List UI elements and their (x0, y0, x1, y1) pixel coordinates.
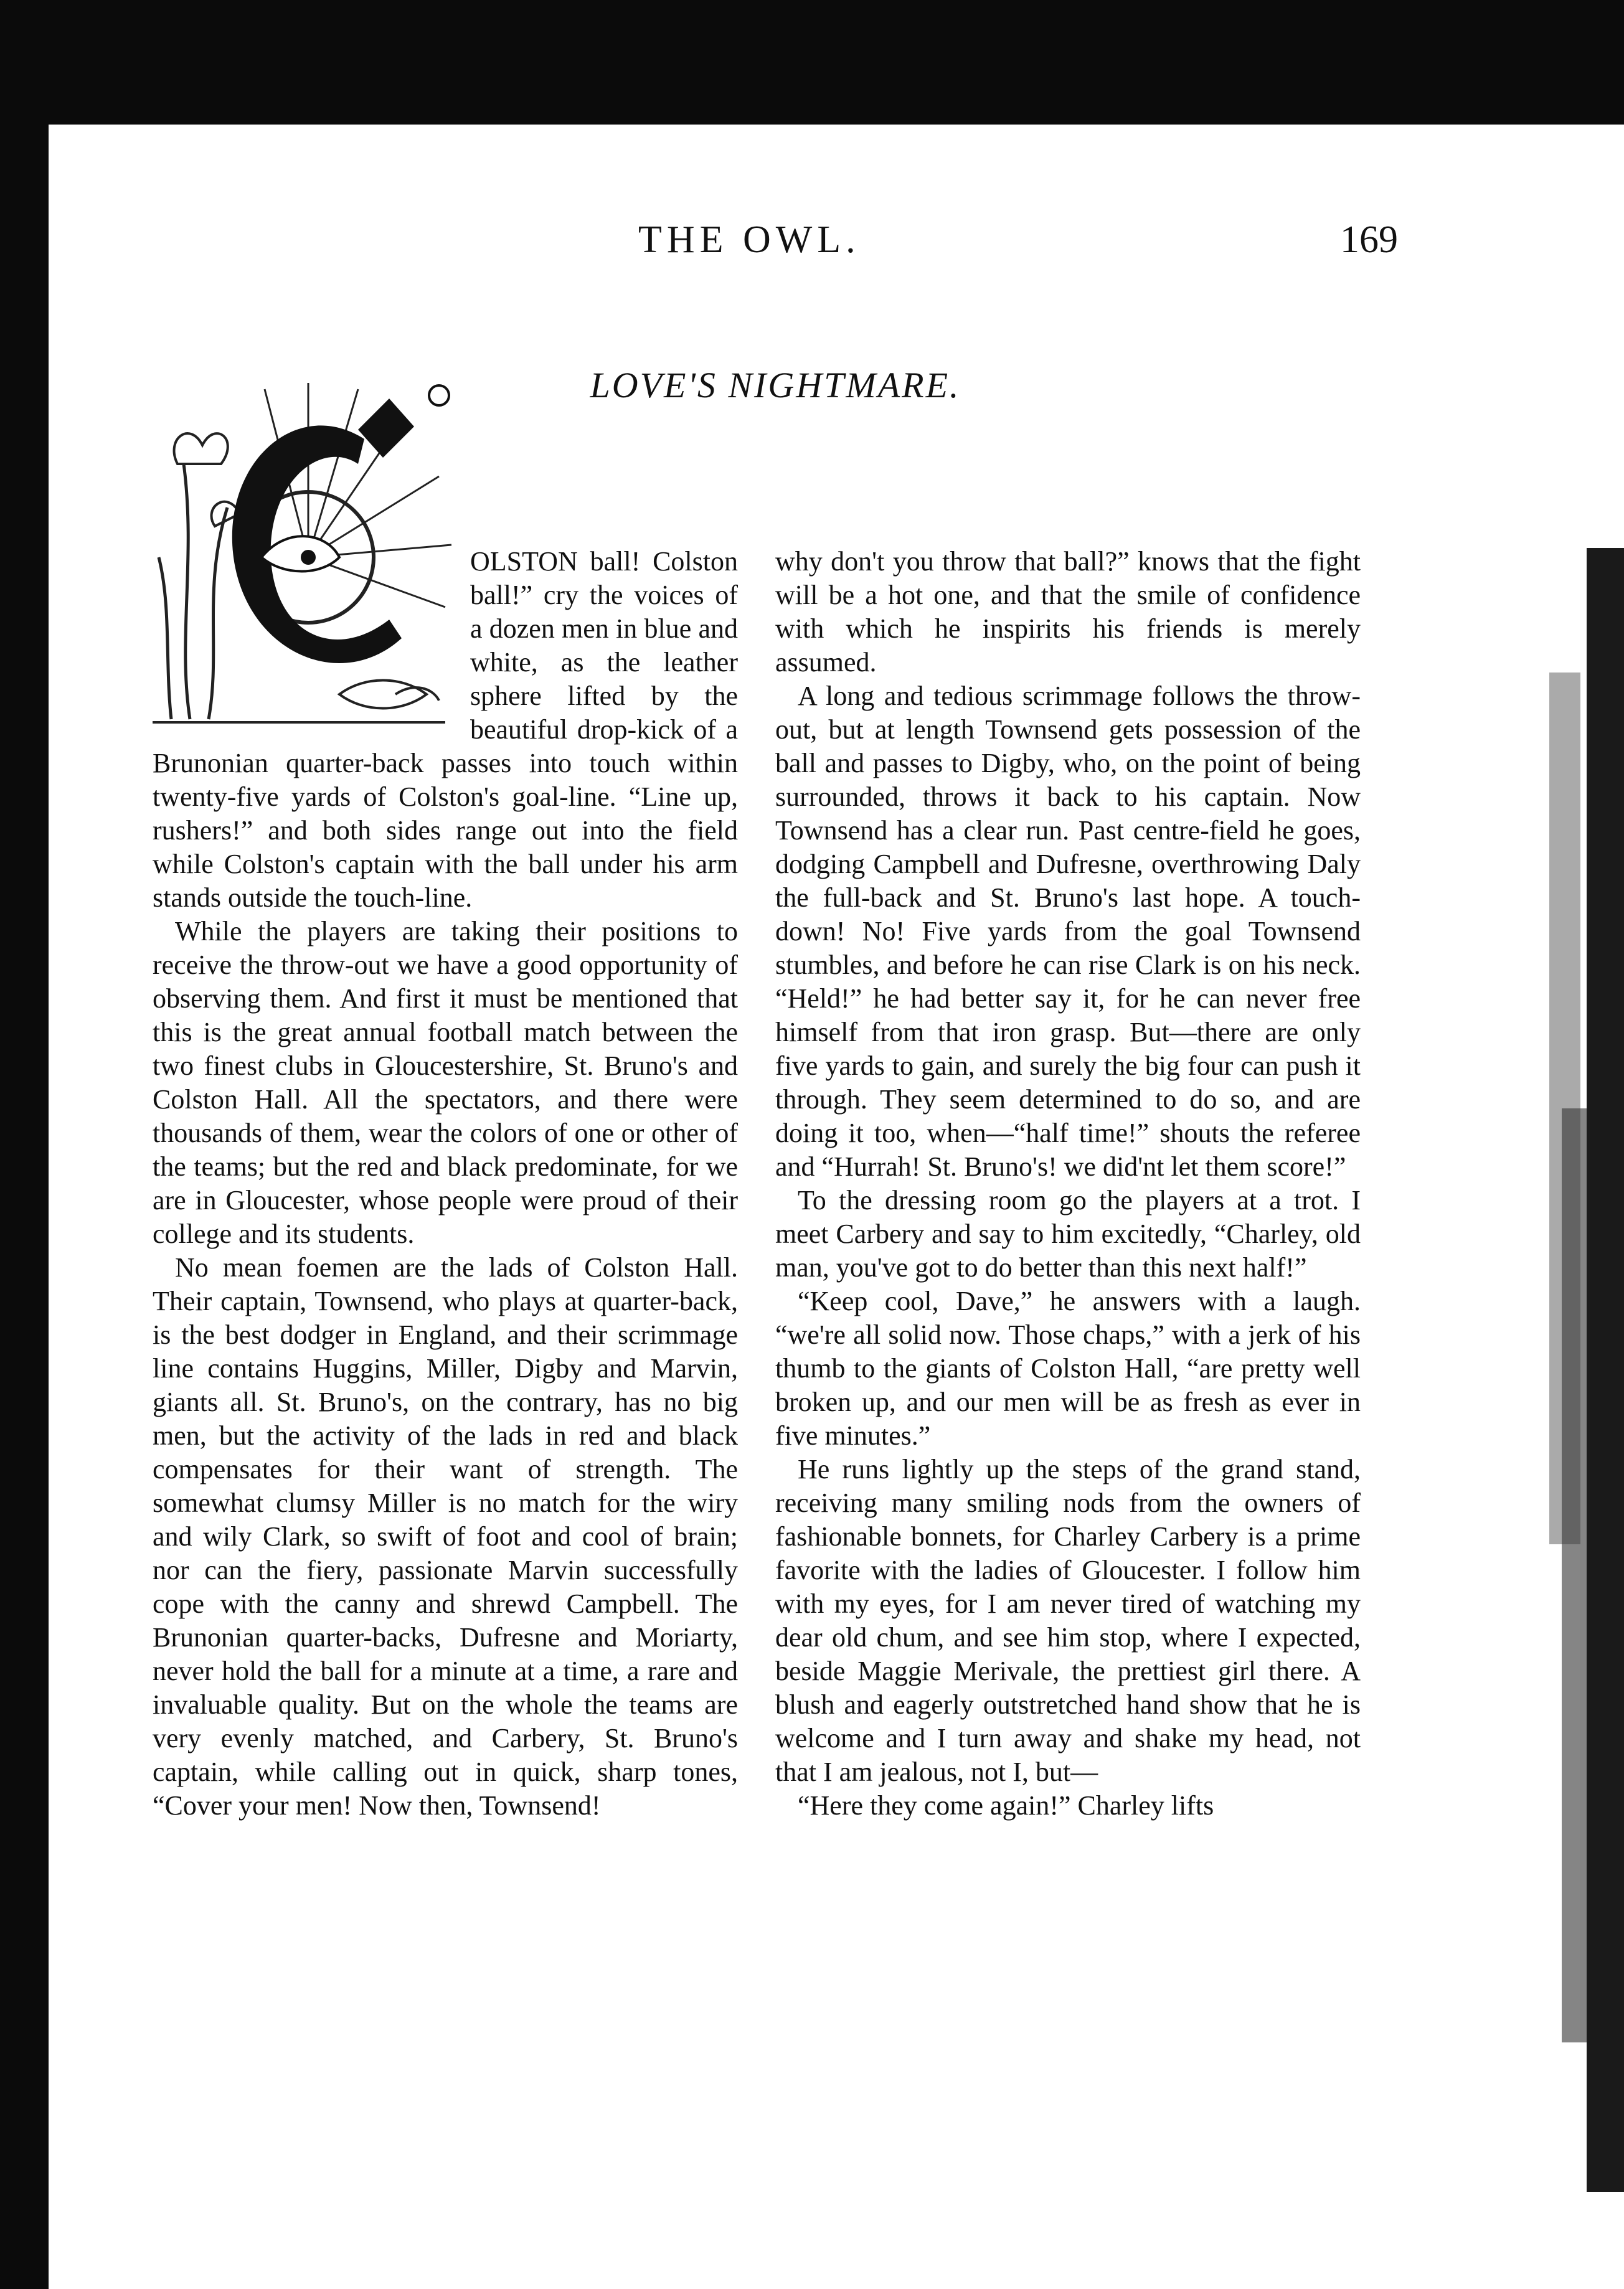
scan-border-top (0, 0, 1624, 125)
decorated-initial-art (153, 370, 458, 732)
decorated-initial (153, 370, 458, 732)
page-header (153, 218, 1398, 268)
paragraph: “Keep cool, Dave,” he answers with a laugh. “we're all solid now. Those chaps,” with a jerk of his thumb to the giants of Colston Hall, “are pretty well broken up, and our men will be as fresh as ever in five minutes.” (775, 1286, 1361, 1451)
paragraph: He runs lightly up the steps of the grand stand, receiving many smiling nods from the owners of fashionable bonnets, for Charley Carbery is a prime favorite with the ladies of Gloucester. I follow him with my eyes, for I am never tired of watching my dear old chum, and see him stop, where I expected, beside Maggie Merivale, the prettiest girl there. A blush and eagerly outstretched hand show that he is welcome and I turn away and shake my head, not that I am jealous, not I, but— (775, 1454, 1361, 1787)
page-number: 169 (1340, 219, 1398, 261)
running-head: THE OWL. (638, 219, 861, 261)
left-column (153, 545, 738, 1823)
paragraph: A long and tedious scrimmage follows the throw-out, but at length Townsend gets possession of the ball and passes to Digby, who, on the point of being surrounded, throws it back to his captain. Now Townsend has a clear run. Past centre-field he goes, dodging Campbell and Dufresne, overthrowing Daly the full-back and St. Bruno's last hope. A touch-down! No! Five yards from the goal Townsend stumbles, and before he can rise Clark is on his neck. “Held!” he had better say it, for he can never free himself from that iron grasp. But—there are only five yards to gain, and surely the big four can push it through. They seem determined to do so, and are doing it too, when—“half time!” shouts the referee and “Hurrah! St. Bruno's! we did'nt let them score!” (775, 681, 1361, 1182)
magazine-page (153, 199, 1398, 2254)
article-title: LOVE'S NIGHTMARE. (590, 365, 961, 405)
paragraph: why don't you throw that ball?” knows that the fight will be a hot one, and that the smile of confidence with which he inspirits his friends is merely assumed. (775, 546, 1361, 677)
paragraph: While the players are taking their positions to receive the throw-out we have a good opportunity of observing them. And first it must be mentioned that this is the great annual football match between the two finest clubs in Gloucestershire, St. Bruno's and Colston Hall. All the spectators, and there were thousands of them, wear the colors of one or other of the teams; but the red and black predominate, for we are in Gloucester, whose people were proud of their college and its students. (153, 916, 738, 1249)
paragraph: OLSTON ball! Colston ball!” cry the voices of a dozen men in blue and white, as the leather sphere lifted by the beautiful drop-kick of a Brunonian quarter-back passes into touch within twenty-five yards of Colston's goal-line. “Line up, rushers!” and both sides range out into the field while Colston's captain with the ball under his arm stands outside the touch-line. (153, 546, 738, 913)
scan-edge-noise (1512, 548, 1624, 2192)
paragraph: To the dressing room go the players at a trot. I meet Carbery and say to him excitedly, “Charley, old man, you've got to do better than this next half!” (775, 1185, 1361, 1283)
paragraph: No mean foemen are the lads of Colston Hall. Their captain, Townsend, who plays at quarter-back, is the best dodger in England, and their scrimmage line contains Huggins, Miller, Digby and Marvin, giants all. St. Bruno's, on the contrary, has no big men, but the activity of the lads in red and black compensates for their want of strength. The somewhat clumsy Miller is no match for the wiry and wily Clark, so swift of foot and cool of brain; nor can the fiery, passionate Marvin successfully cope with the canny and shrewd Campbell. The Brunonian quarter-backs, Dufresne and Moriarty, never hold the ball for a minute at a time, a rare and invaluable quality. But on the whole the teams are very evenly matched, and Carbery, St. Bruno's captain, while calling out in quick, sharp tones, “Cover your men! Now then, Townsend! (153, 1252, 738, 1821)
paragraph: “Here they come again!” Charley lifts (798, 1790, 1214, 1821)
scan-border-left (0, 0, 49, 2289)
right-column (775, 545, 1361, 1823)
